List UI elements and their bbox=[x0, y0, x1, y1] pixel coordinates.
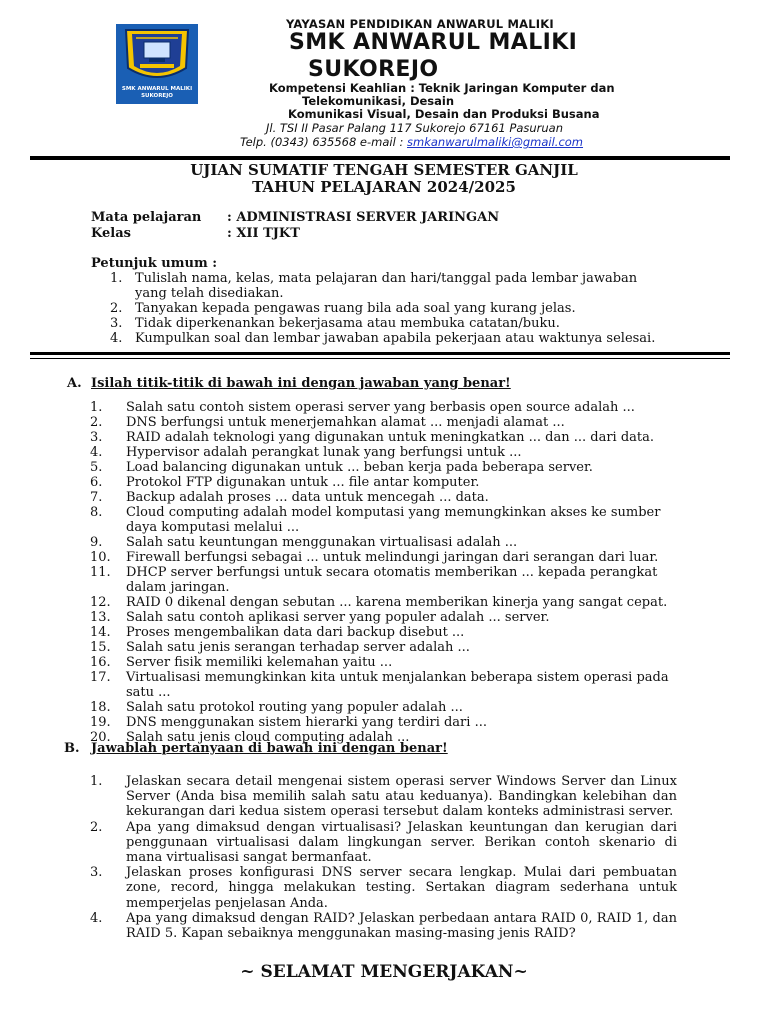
list-item bbox=[110, 271, 670, 301]
section-title: Jawablah pertanyaan di bawah ini dengan benar! bbox=[91, 741, 448, 756]
question-item bbox=[90, 610, 670, 625]
question-item bbox=[90, 535, 670, 550]
question-text: Firewall berfungsi sebagai ... untuk melindungi jaringan dari serangan dari luar. bbox=[126, 550, 659, 565]
section-letter: A. bbox=[67, 376, 82, 391]
competency-line1: Kompetensi Keahlian : Teknik Jaringan Komputer dan bbox=[269, 81, 615, 95]
exam-title: UJIAN SUMATIF TENGAH SEMESTER GANJIL bbox=[190, 161, 578, 179]
section-divider-thin bbox=[30, 358, 730, 359]
question-item bbox=[90, 460, 670, 475]
question-number: 20. bbox=[90, 730, 111, 745]
competency-line3: Komunikasi Visual, Desain dan Produksi Busana bbox=[288, 107, 600, 121]
section-b-heading bbox=[64, 741, 448, 756]
question-number: 19. bbox=[90, 715, 111, 730]
list-item bbox=[110, 301, 670, 316]
competency-line2: Telekomunikasi, Desain bbox=[302, 94, 455, 108]
section-divider bbox=[30, 352, 730, 355]
question-item bbox=[90, 820, 677, 866]
instructions-list bbox=[110, 271, 670, 346]
item-number: 1. bbox=[110, 271, 123, 286]
section-letter: B. bbox=[64, 741, 80, 756]
school-name-line1: SMK ANWARUL MALIKI bbox=[289, 30, 578, 55]
question-item bbox=[90, 550, 670, 565]
subject-label: Mata pelajaran bbox=[91, 210, 202, 225]
subject-value: : ADMINISTRASI SERVER JARINGAN bbox=[227, 210, 500, 225]
header-divider bbox=[30, 156, 730, 160]
question-text: Protokol FTP digunakan untuk ... file antar komputer. bbox=[126, 475, 480, 490]
section-b-list bbox=[90, 774, 677, 941]
competency-block bbox=[269, 82, 615, 121]
question-text: DHCP server berfungsi untuk secara otomatis memberikan ... kepada perangkat dalam jaringan. bbox=[126, 565, 658, 595]
instructions-heading: Petunjuk umum : bbox=[91, 256, 218, 271]
list-item bbox=[110, 316, 670, 331]
question-text: Salah satu protokol routing yang populer adalah ... bbox=[126, 700, 463, 715]
question-number: 4. bbox=[90, 910, 103, 926]
question-item bbox=[90, 415, 670, 430]
address-block bbox=[240, 121, 584, 149]
item-text: Tanyakan kepada pengawas ruang bila ada soal yang kurang jelas. bbox=[135, 301, 576, 316]
school-name bbox=[289, 29, 649, 83]
question-number: 1. bbox=[90, 400, 103, 415]
email-link[interactable]: smkanwarulmaliki@gmail.com bbox=[407, 135, 584, 149]
address: Jl. TSI II Pasar Palang 117 Sukorejo 67161 Pasuruan bbox=[266, 121, 564, 135]
question-number: 11. bbox=[90, 565, 111, 580]
question-number: 18. bbox=[90, 700, 111, 715]
question-text: Salah satu keuntungan menggunakan virtualisasi adalah ... bbox=[126, 535, 518, 550]
question-number: 7. bbox=[90, 490, 103, 505]
item-number: 3. bbox=[110, 316, 123, 331]
question-item bbox=[90, 595, 670, 610]
question-text: Apa yang dimaksud dengan RAID? Jelaskan perbedaan antara RAID 0, RAID 1, dan RAID 5. Kapan sebaiknya menggunakan masing-masing jenis RAID? bbox=[126, 910, 677, 942]
question-number: 5. bbox=[90, 460, 103, 475]
question-number: 6. bbox=[90, 475, 103, 490]
question-text: Load balancing digunakan untuk ... beban kerja pada beberapa server. bbox=[126, 460, 593, 475]
question-number: 3. bbox=[90, 430, 103, 445]
question-item bbox=[90, 640, 670, 655]
question-text: Hypervisor adalah perangkat lunak yang berfungsi untuk ... bbox=[126, 445, 522, 460]
item-text: Kumpulkan soal dan lembar jawaban apabila pekerjaan atau waktunya selesai. bbox=[135, 331, 656, 346]
question-item bbox=[90, 911, 677, 941]
question-text: Salah satu jenis cloud computing adalah ... bbox=[126, 730, 410, 745]
question-number: 3. bbox=[90, 865, 103, 881]
phone-email-label: Telp. (0343) 635568 e-mail : bbox=[240, 135, 407, 149]
question-text: Jelaskan proses konfigurasi DNS server secara lengkap. Mulai dari pembuatan zone, record, hingga melakukan testing. Sertakan diagram sederhana untuk memperjelas penjelasan Anda. bbox=[126, 865, 677, 911]
list-item bbox=[110, 331, 670, 346]
question-number: 2. bbox=[90, 415, 103, 430]
question-number: 10. bbox=[90, 550, 111, 565]
question-number: 17. bbox=[90, 670, 111, 685]
question-text: DNS berfungsi untuk menerjemahkan alamat ... menjadi alamat ... bbox=[126, 415, 565, 430]
question-item bbox=[90, 400, 670, 415]
question-number: 2. bbox=[90, 819, 103, 835]
question-item bbox=[90, 490, 670, 505]
question-item bbox=[90, 670, 670, 700]
question-number: 8. bbox=[90, 505, 103, 520]
class-label: Kelas bbox=[91, 226, 131, 241]
question-text: Salah satu contoh aplikasi server yang populer adalah ... server. bbox=[126, 610, 550, 625]
question-item bbox=[90, 430, 670, 445]
question-text: Backup adalah proses ... data untuk mencegah ... data. bbox=[126, 490, 489, 505]
foundation-name: YAYASAN PENDIDIKAN ANWARUL MALIKI bbox=[286, 17, 554, 31]
question-number: 12. bbox=[90, 595, 111, 610]
question-item bbox=[90, 475, 670, 490]
question-text: Cloud computing adalah model komputasi yang memungkinkan akses ke sumber daya komputasi melalui ... bbox=[126, 505, 661, 535]
question-text: Apa yang dimaksud dengan virtualisasi? Jelaskan keuntungan dan kerugian dari penggunaan virtualisasi dalam lingkungan server. Berikan contoh skenario di mana virtualisasi sangat bermanfaat. bbox=[126, 819, 677, 866]
question-text: Jelaskan secara detail mengenai sistem operasi server Windows Server dan Linux Server (Anda bisa memilih salah satu atau keduanya). Bandingkan kelebihan dan kekurangan dari kedua sistem operasi tersebut dalam konteks administrasi server. bbox=[126, 774, 677, 820]
school-logo bbox=[116, 24, 198, 104]
question-item bbox=[90, 565, 670, 595]
question-number: 4. bbox=[90, 445, 103, 460]
school-name-line2: SUKOREJO bbox=[308, 57, 439, 82]
question-number: 15. bbox=[90, 640, 111, 655]
section-a-list bbox=[90, 400, 670, 745]
question-item bbox=[90, 774, 677, 820]
class-row bbox=[91, 226, 499, 242]
question-item bbox=[90, 865, 677, 911]
question-text: Virtualisasi memungkinkan kita untuk menjalankan beberapa sistem operasi pada satu ... bbox=[126, 670, 669, 700]
question-number: 16. bbox=[90, 655, 111, 670]
question-number: 13. bbox=[90, 610, 111, 625]
question-text: Salah satu jenis serangan terhadap server adalah ... bbox=[126, 640, 470, 655]
question-text: DNS menggunakan sistem hierarki yang terdiri dari ... bbox=[126, 715, 487, 730]
exam-year: TAHUN PELAJARAN 2024/2025 bbox=[252, 178, 516, 196]
subject-row bbox=[91, 210, 499, 226]
question-item bbox=[90, 715, 670, 730]
exam-meta bbox=[91, 210, 499, 242]
section-a-heading bbox=[67, 376, 511, 391]
question-number: 9. bbox=[90, 535, 103, 550]
question-item bbox=[90, 700, 670, 715]
class-value: : XII TJKT bbox=[227, 226, 300, 241]
question-item bbox=[90, 625, 670, 640]
question-text: Proses mengembalikan data dari backup disebut ... bbox=[126, 625, 465, 640]
question-number: 1. bbox=[90, 774, 103, 789]
question-item bbox=[90, 655, 670, 670]
item-text: Tidak diperkenankan bekerjasama atau membuka catatan/buku. bbox=[135, 316, 560, 331]
question-item bbox=[90, 445, 670, 460]
logo-caption: SMK ANWARUL MALIKI SUKOREJO bbox=[121, 86, 193, 99]
question-text: RAID 0 dikenal dengan sebutan ... karena memberikan kinerja yang sangat cepat. bbox=[126, 595, 668, 610]
question-number: 14. bbox=[90, 625, 111, 640]
question-text: RAID adalah teknologi yang digunakan untuk meningkatkan ... dan ... dari data. bbox=[126, 430, 655, 445]
item-number: 4. bbox=[110, 331, 123, 346]
question-text: Server fisik memiliki kelemahan yaitu ... bbox=[126, 655, 393, 670]
closing-message: ~ SELAMAT MENGERJAKAN~ bbox=[240, 962, 528, 982]
question-text: Salah satu contoh sistem operasi server yang berbasis open source adalah ... bbox=[126, 400, 635, 415]
item-text: Tulislah nama, kelas, mata pelajaran dan hari/tanggal pada lembar jawaban yang telah disediakan. bbox=[135, 271, 638, 301]
question-item bbox=[90, 505, 670, 535]
item-number: 2. bbox=[110, 301, 123, 316]
section-title: Isilah titik-titik di bawah ini dengan jawaban yang benar! bbox=[91, 376, 511, 391]
contact-line bbox=[240, 135, 583, 149]
